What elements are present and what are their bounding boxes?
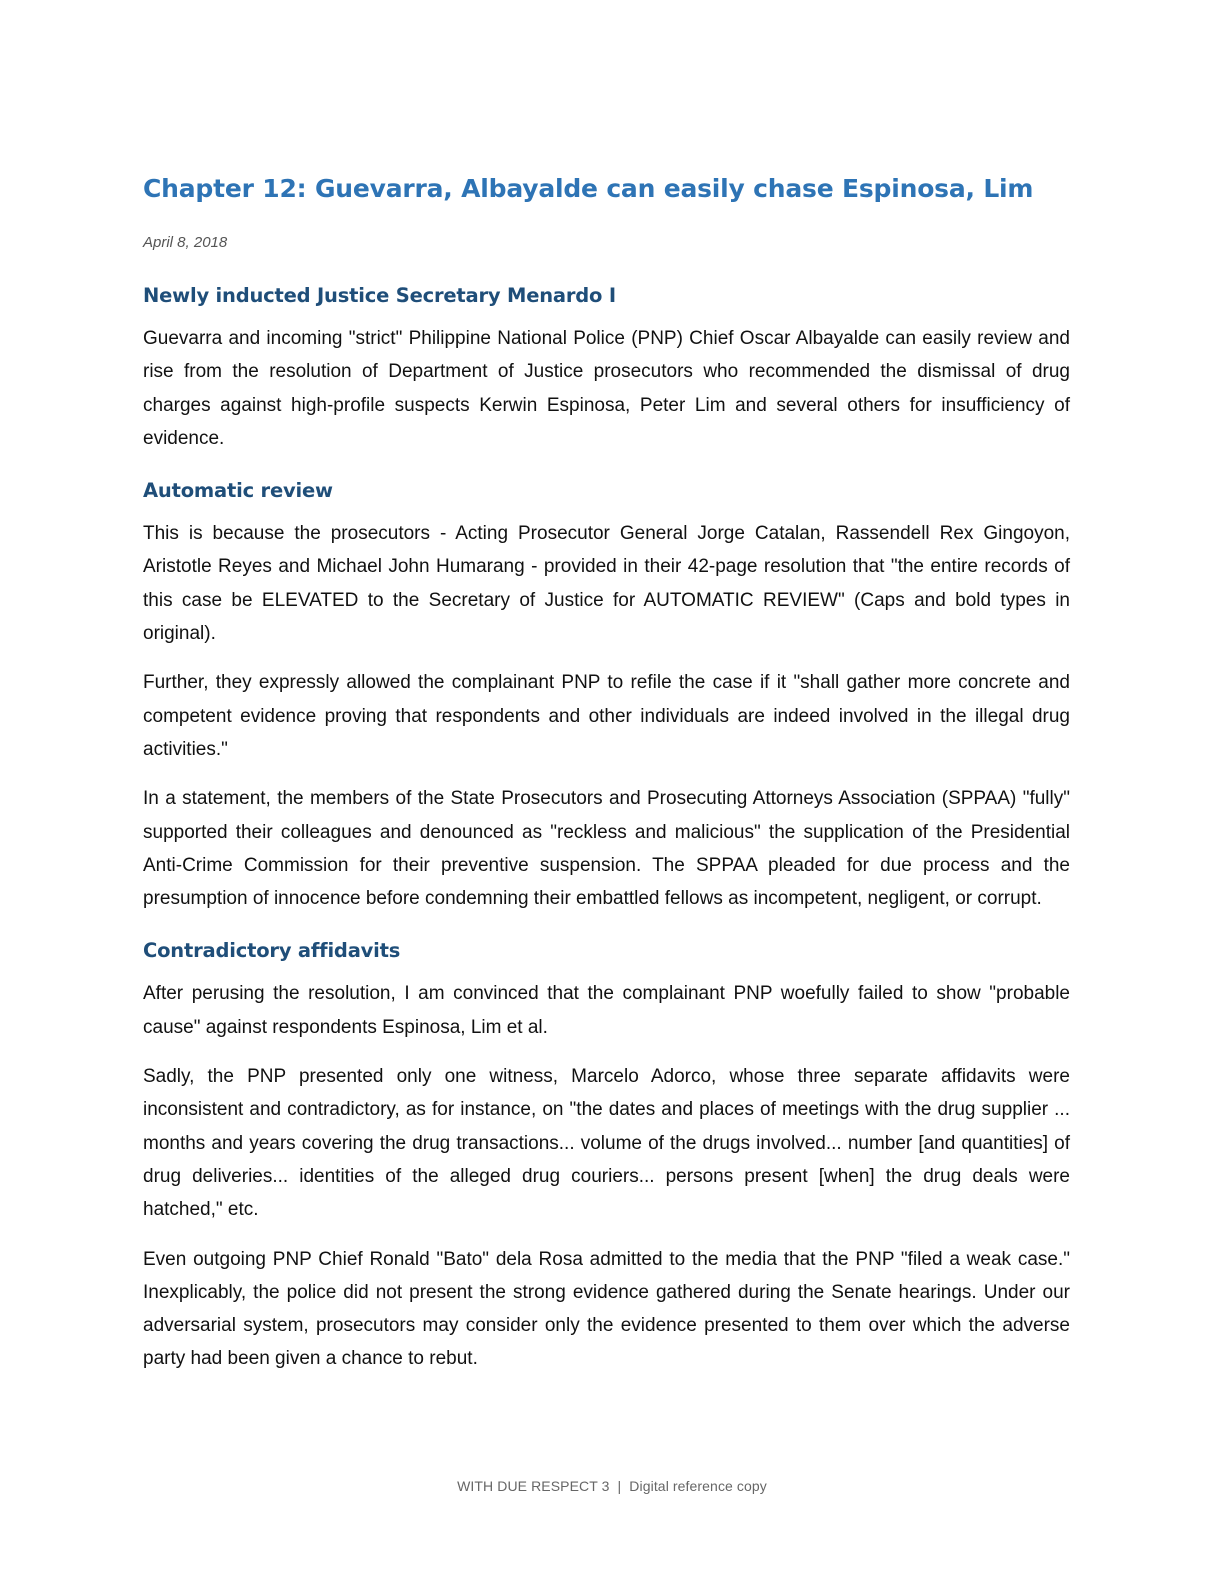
publication-date: April 8, 2018	[143, 234, 228, 251]
page-footer	[0, 1478, 1224, 1494]
footer-copy-note: Digital reference copy	[629, 1478, 767, 1494]
document-page	[143, 170, 1070, 1392]
section-heading: Newly inducted Justice Secretary Menardo I	[143, 284, 616, 307]
section-automatic-review	[143, 477, 1070, 915]
paragraph: In a statement, the members of the State Prosecutors and Prosecuting Attorneys Association (SPPAA) "fully" supported their colleagues and denounced as "reckless and malicious" the supplication of the Presidential Anti-Crime Commission for their preventive suspension. The SPPAA pleaded for due process and the presumption of innocence before condemning their embattled fellows as incompetent, negligent, or corrupt.	[143, 788, 1070, 910]
paragraph: Guevarra and incoming "strict" Philippine National Police (PNP) Chief Oscar Albayalde can easily review and rise from the resolution of Department of Justice prosecutors who recommended the dismissal of drug charges against high-profile suspects Kerwin Espinosa, Peter Lim and several others for insufficiency of evidence.	[143, 328, 1070, 449]
paragraph: This is because the prosecutors - Acting Prosecutor General Jorge Catalan, Rassendell Rex Gingoyon, Aristotle Reyes and Michael John Humarang - provided in their 42-page resolution that "the entire records of this case be ELEVATED to the Secretary of Justice for AUTOMATIC REVIEW" (Caps and bold types in original).	[143, 523, 1070, 645]
footer-running-title: WITH DUE RESPECT 3	[457, 1478, 610, 1494]
section-heading: Automatic review	[143, 479, 333, 503]
paragraph: Even outgoing PNP Chief Ronald "Bato" dela Rosa admitted to the media that the PNP "filed a weak case." Inexplicably, the police did not present the strong evidence gathered during the Senate hearings. Under our adversarial system, prosecutors may consider only the evidence presented to them over which the adverse party had been given a chance to rebut.	[143, 1248, 1070, 1370]
section-newly-inducted	[143, 282, 1070, 455]
footer-separator: |	[617, 1478, 622, 1494]
paragraph: Further, they expressly allowed the complainant PNP to refile the case if it "shall gather more concrete and competent evidence proving that respondents and other individuals are indeed involved in the illegal drug activities."	[143, 672, 1070, 760]
paragraph: After perusing the resolution, I am convinced that the complainant PNP woefully failed to show "probable cause" against respondents Espinosa, Lim et al.	[143, 983, 1070, 1038]
chapter-title: Chapter 12: Guevarra, Albayalde can easily chase Espinosa, Lim	[143, 174, 1034, 203]
section-contradictory-affidavits	[143, 937, 1070, 1375]
section-heading: Contradictory affidavits	[143, 939, 401, 963]
paragraph: Sadly, the PNP presented only one witness, Marcelo Adorco, whose three separate affidavits were inconsistent and contradictory, as for instance, on "the dates and places of meetings with the drug supplier ... months and years covering the drug transactions... volume of the drugs involved... number [and quantities] of drug deliveries... identities of the alleged drug couriers... persons present [when] the drug deals were hatched," etc.	[143, 1066, 1070, 1221]
